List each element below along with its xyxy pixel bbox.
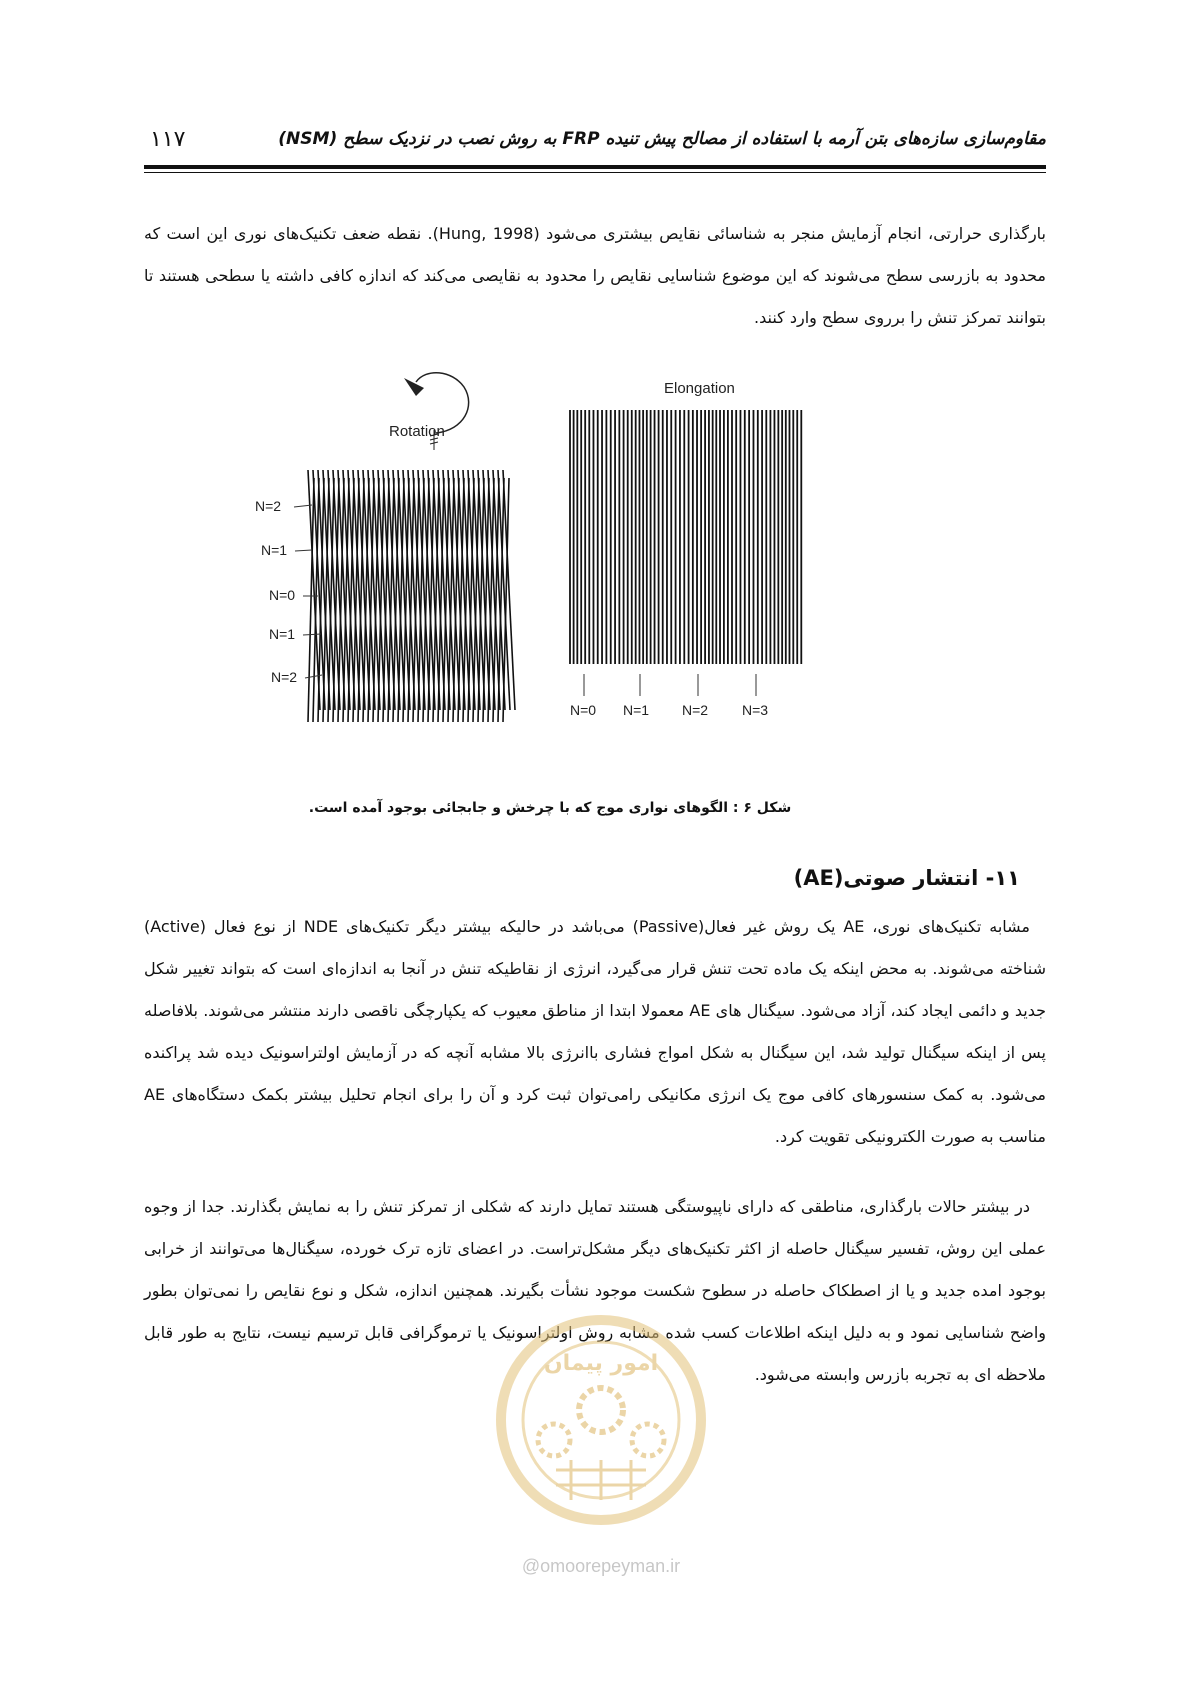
running-head: مقاوم‌سازی سازه‌های بتن آرمه با استفاده از مصالح پیش تنیده FRP به روش نصب در نزدیک سطح (NSM) <box>278 129 1046 149</box>
section-heading: ۱۱- انتشار صوتی(AE) <box>793 866 1020 890</box>
elongation-order-label: N=2 <box>682 702 709 718</box>
elongation-grating <box>570 410 801 664</box>
seal-gear-icon <box>632 1424 664 1456</box>
rotation-order-label: N=1 <box>269 626 296 642</box>
rotation-label: Rotation <box>389 423 445 440</box>
header-rule-thin <box>144 172 1046 173</box>
seal-gear-icon <box>579 1388 623 1432</box>
paragraph-1: بارگذاری حرارتی، انجام آزمایش منجر به شناسائی نقایص بیشتری می‌شود (Hung, 1998). نقطه ضعف تکنیک‌های نوری این است که محدود به بازرسی سطح می‌شوند که این موضوع شناسایی نقایص را محدود به نقایصی می‌کند که اندازه کافی داشته یا سطحی هستند تا بتوانند تمرکز تنش را برروی سطح وارد کنند. <box>144 224 1047 327</box>
rotation-order-label: N=2 <box>271 669 298 685</box>
rotation-grating <box>308 470 515 722</box>
rotation-order-label: N=0 <box>269 587 296 603</box>
header-rule-thick <box>144 165 1046 169</box>
paragraph-2: مشابه تکنیک‌های نوری، AE یک روش غیر فعال(Passive) می‌باشد در حالیکه بیشتر دیگر تکنیک‌های NDE از نوع فعال (Active) شناخته می‌شوند. به محض اینکه یک ماده تحت تنش قرار می‌گیرد، انرژی از نقاطیکه تنش در آنجا به اندازه‌ای است که بتواند تغییر شکل جدید و دائمی ایجاد کند، آزاد می‌شود. سیگنال های AE معمولا ابتدا از مناطق معیوب که یکپارچگی ناقصی دارند منتشر می‌شوند. بلافاصله پس از اینکه سیگنال تولید شد، این سیگنال به شکل امواج فشاری باانرژی بالا مشابه آنچه که در آزمایش اولتراسونیک دیده شد پراکنده می‌شود. به کمک سنسورهای کافی موج یک انرژی مکانیکی رامی‌توان ثبت کرد و آن را برای انجام تحلیل بیشتر بکمک دستگاه‌های AE مناسب به صورت الکترونیکی تقویت کرد. <box>144 917 1047 1146</box>
leader-line <box>303 634 321 635</box>
page-number: ۱۱۷ <box>150 127 186 152</box>
rotation-order-label: N=1 <box>261 542 288 558</box>
elongation-order-labels <box>570 702 768 718</box>
seal-gear-icon <box>538 1424 570 1456</box>
elongation-order-label: N=3 <box>742 702 769 718</box>
leader-line <box>295 550 312 551</box>
elongation-label: Elongation <box>664 380 735 397</box>
paragraph-3: در بیشتر حالات بارگذاری، مناطقی که دارای ناپیوستگی هستند تمایل دارند که شکلی از تمرکز تنش را به نمایش بگذارند. جدا از وجوه عملی این روش، تفسیر سیگنال حاصله از اکثر تکنیک‌های دیگر مشکل‌تراست. در اعضای تازه ترک خورده، سیگنال‌ها می‌توانند از خرابی بوجود امده جدید و یا از اصطکاک حاصله در سطوح شکست موجود نشأت بگیرند. همچنین اندازه، شکل و نوع نقایص را نمی‌توان بطور واضح شناسایی نمود و به دلیل اینکه اطلاعات کسب شده مشابه روش اولتراسونیک یا ترموگرافی قابل ترسیم نیست، نتایج به طور قابل ملاحظه ای به تجربه بازرس وابسته می‌شود. <box>144 1197 1046 1384</box>
rotation-arrowhead-icon <box>404 378 424 396</box>
rotation-order-labels <box>255 498 297 685</box>
elongation-order-label: N=0 <box>570 702 597 718</box>
elongation-leader-lines <box>584 674 756 696</box>
rotation-order-label: N=2 <box>255 498 282 514</box>
watermark-text: @omoorepeyman.ir <box>521 1556 681 1576</box>
seal-text: امور پیمان <box>543 1351 659 1376</box>
moire-figure <box>244 370 870 782</box>
elongation-order-label: N=1 <box>623 702 650 718</box>
figure-caption: شکل ۶ : الگوهای نواری موج که با چرخش و جابجائی بوجود آمده است. <box>308 800 792 816</box>
seal-grid-icon <box>556 1460 646 1500</box>
watermark-seal <box>486 1310 716 1590</box>
